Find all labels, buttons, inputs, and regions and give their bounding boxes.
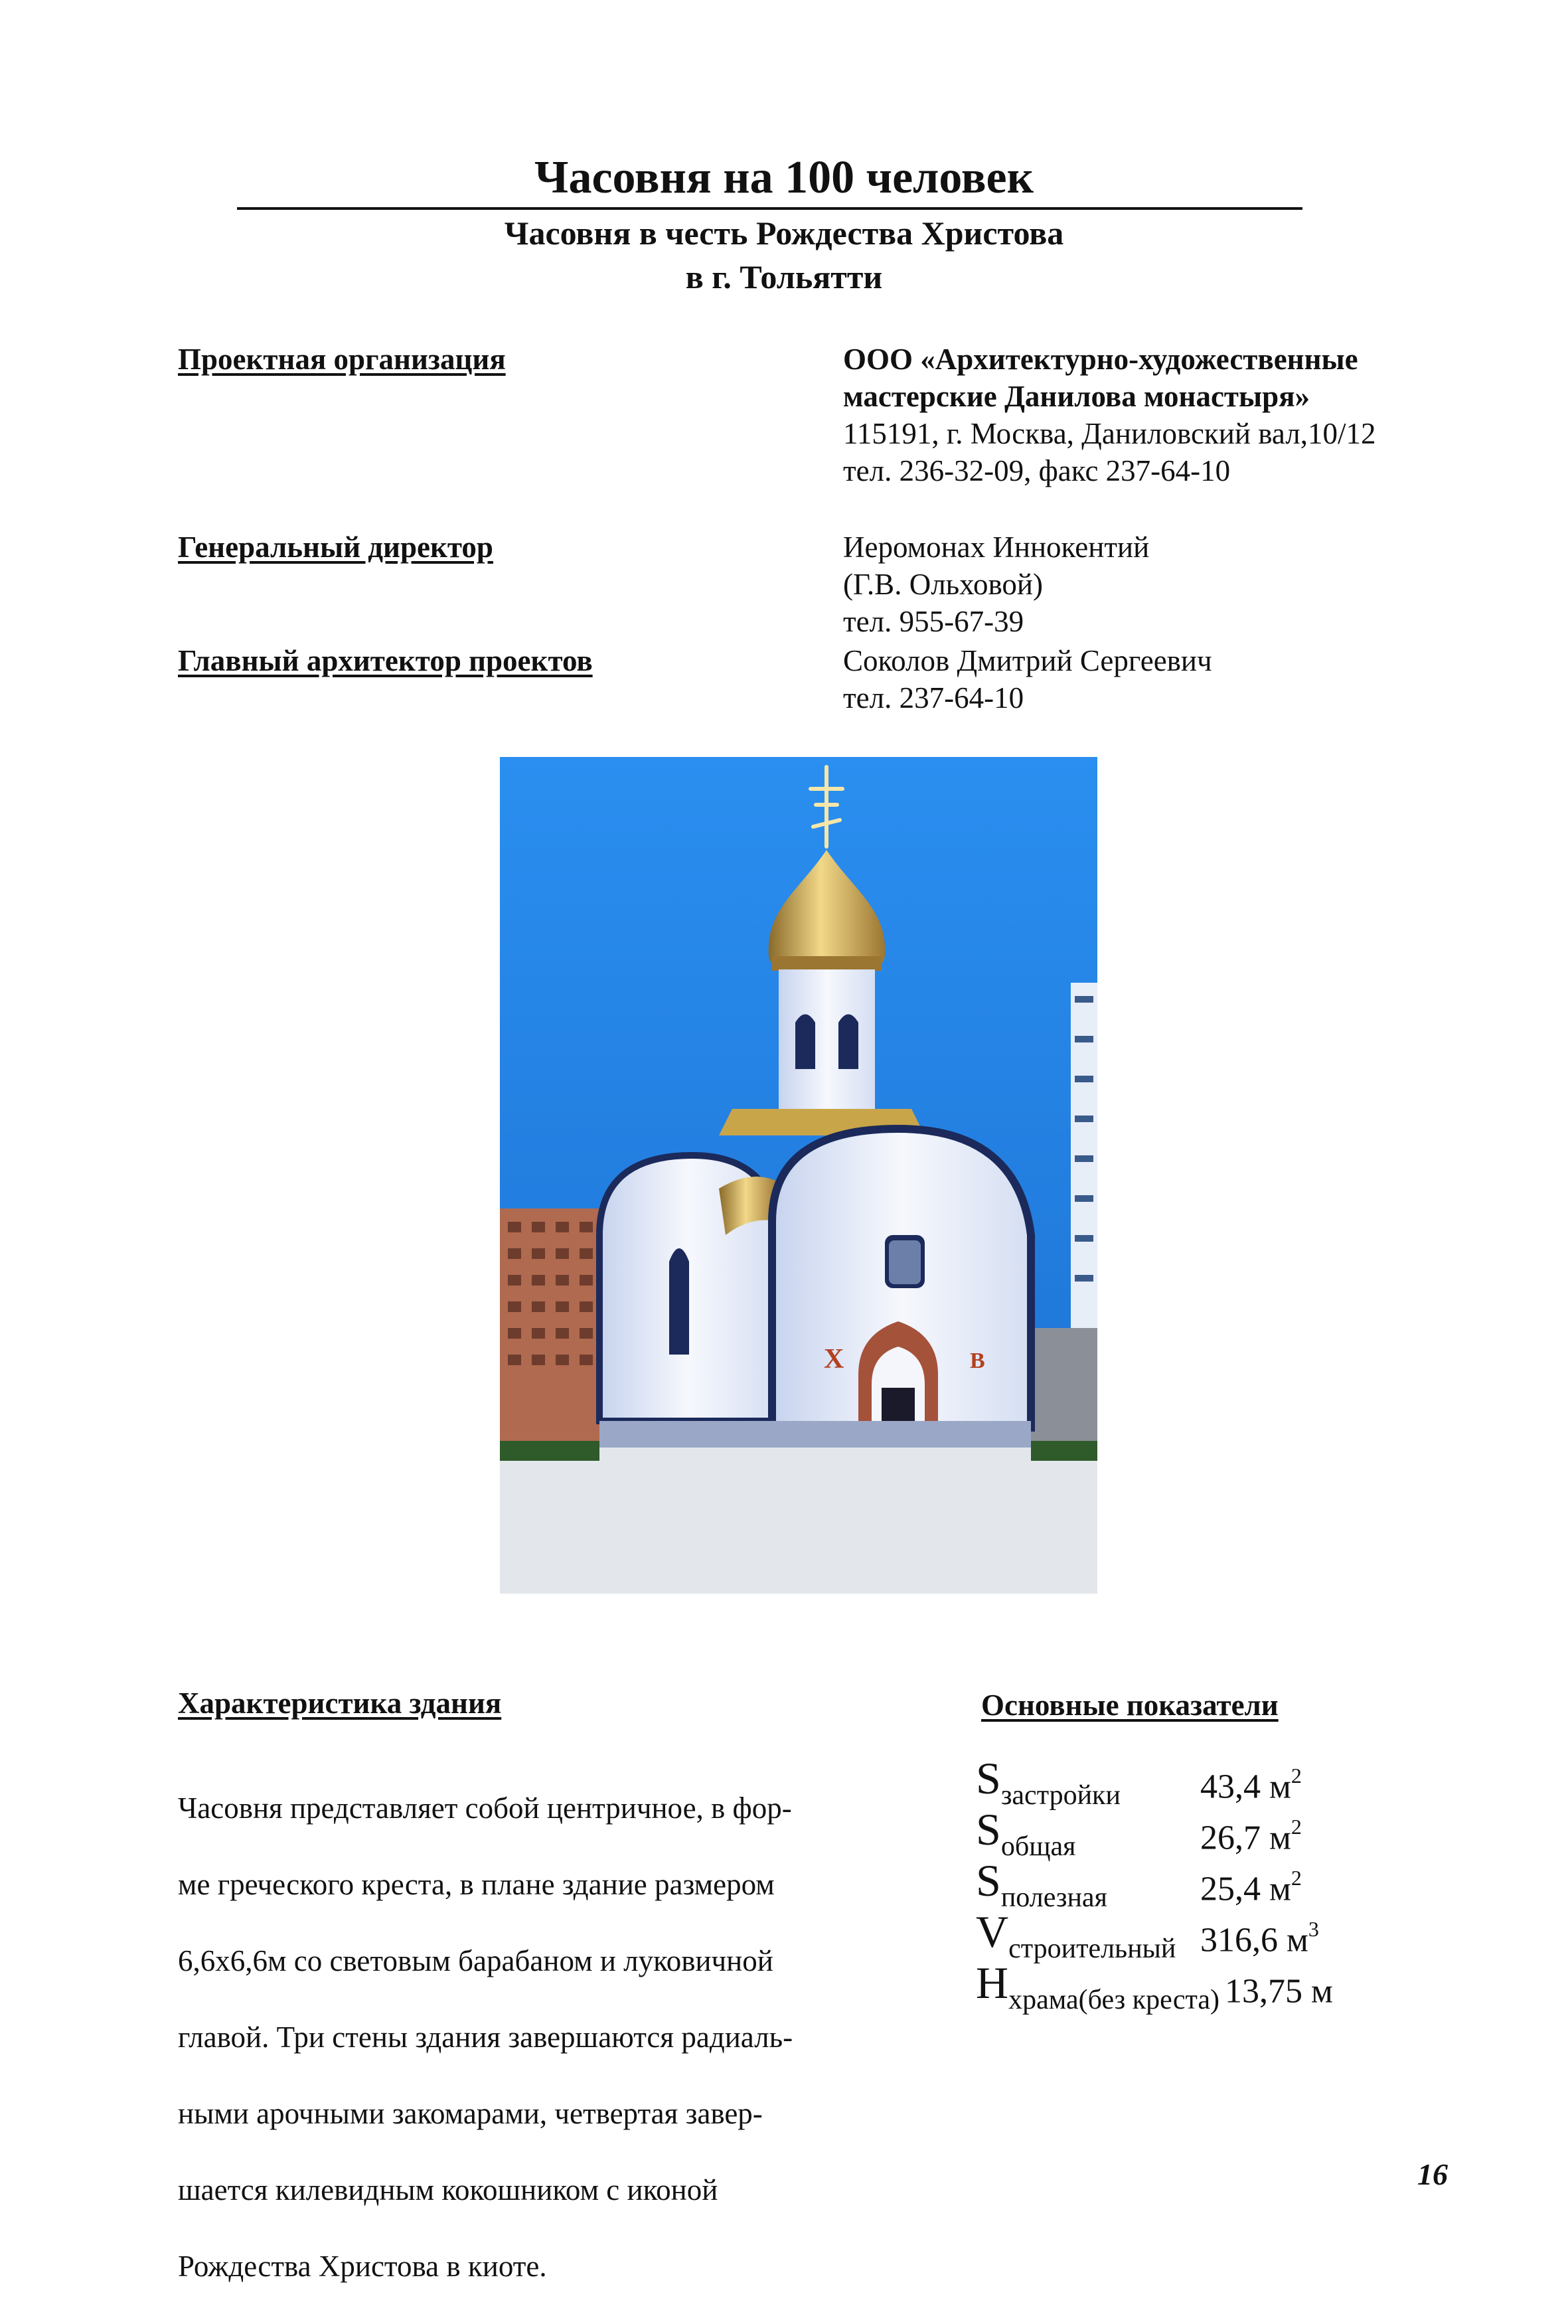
metric-row-total-area: Sобщая 26,7 $м^2$ — [976, 1804, 1302, 1862]
director-label: Генеральный директор — [178, 531, 493, 564]
description-line: Рождества Христова в киоте. — [178, 2249, 547, 2283]
chapel-illustration — [500, 757, 1097, 1594]
plinth — [599, 1421, 1031, 1448]
chapel-photo — [500, 757, 1097, 1594]
subtitle-line-2: в г. Тольятти — [685, 258, 883, 295]
description-line: главой. Три стены здания завершаются радиаль- — [178, 2020, 793, 2054]
drum-window-left — [795, 1015, 815, 1070]
dome-base — [772, 956, 882, 971]
project-org-name-line-2: мастерские Данилова монастыря» — [843, 380, 1310, 413]
page-title: Часовня на 100 человек — [534, 152, 1034, 203]
light-drum — [779, 969, 875, 1122]
project-org-address: 115191, г. Москва, Даниловский вал,10/12 — [843, 417, 1376, 450]
description-line: шается килевидным кокошником с иконой — [178, 2173, 718, 2206]
ground — [500, 1448, 1097, 1594]
description-line: ме греческого креста, в плане здание размером — [178, 1867, 775, 1901]
title-underline — [237, 207, 1302, 210]
metric-row-height: Hхрама(без креста) 13,75 м — [976, 1957, 1333, 2015]
metric-row-usable-area: Sполезная 25,4 $м^2$ — [976, 1855, 1302, 1913]
project-org-name-line-1: ООО «Архитектурно-художественные — [843, 343, 1358, 376]
metrics-table — [976, 1753, 1333, 2015]
building-description — [178, 1751, 868, 2324]
project-org-label: Проектная организация — [178, 343, 506, 376]
icon-letter-left: Х — [824, 1344, 844, 1374]
metrics-heading: Основные показатели — [981, 1689, 1279, 1722]
director-phone: тел. 955-67-39 — [843, 605, 1024, 638]
icon-letter-right: В — [970, 1349, 985, 1373]
description-line: ными арочными закомарами, четвертая завер- — [178, 2096, 763, 2130]
left-window — [669, 1248, 689, 1355]
chief-architect-label: Главный архитектор проектов — [178, 644, 593, 677]
director-info — [843, 529, 1149, 640]
description-line: Часовня представляет собой центричное, в фор- — [178, 1791, 792, 1825]
chief-architect-info — [843, 642, 1212, 716]
page-number: 16 — [1417, 2157, 1448, 2191]
chief-architect-name: Соколов Дмитрий Сергеевич — [843, 644, 1212, 677]
metric-row-volume: Vстроительный 316,6 $м^3$ — [976, 1906, 1319, 1964]
page-subtitle — [0, 211, 1568, 299]
director-name: Иеромонах Иннокентий — [843, 531, 1150, 564]
project-org-info — [843, 341, 1375, 489]
chief-architect-phone: тел. 237-64-10 — [843, 681, 1024, 714]
director-secular-name: (Г.В. Ольховой) — [843, 568, 1043, 601]
drum-window-right — [838, 1015, 858, 1070]
building-heading: Характеристика здания — [178, 1687, 502, 1720]
project-org-phone: тел. 236-32-09, факс 237-64-10 — [843, 454, 1231, 487]
subtitle-line-1: Часовня в честь Рождества Христова — [504, 214, 1064, 252]
description-line: 6,6х6,6м со световым барабаном и луковичной — [178, 1944, 773, 1977]
metric-row-building-area: Sзастройки 43,4 $м^2$ — [976, 1753, 1302, 1811]
